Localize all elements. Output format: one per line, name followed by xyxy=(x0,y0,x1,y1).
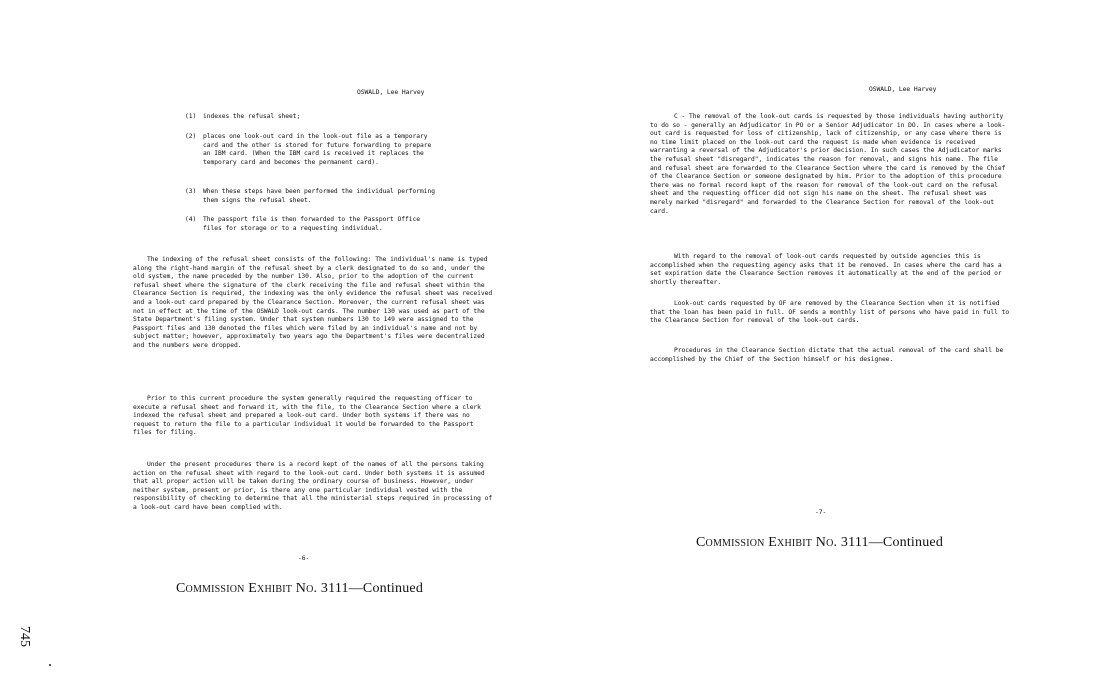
list-number: (1) xyxy=(185,113,197,120)
side-page-number: 745 xyxy=(17,626,32,647)
list-text: When these steps have been performed the individual performing them signs the refusal sheet. xyxy=(203,188,435,204)
right-paragraph-2: With regard to the removal of look-out cards requested by outside agencies this is accomplished when the requesting agency asks that it be removed. In cases where the card has a set expiration date the Clearance Section removes it automatically at the end of the period or shortly thereafter. xyxy=(650,253,1002,286)
list-text: places one look-out card in the look-out file as a temporary card and the other is stored for future forwarding to prepare an IBM card. (When the IBM card is received it replaces the temporary card and becomes the permanent card). xyxy=(203,133,432,166)
left-list-item-2 xyxy=(185,133,435,167)
left-paragraph-3: Under the present procedures there is a record kept of the names of all the persons taking action on the refusal sheet with regard to the look-out card. Under both systems it is assumed that all proper action will be taken during the ordinary course of business. However, under neither system, present or prior, is there any one particular individual vested with the responsibility of checking to determine that all the ministerial steps required in processing of a look-out card have been complied with. xyxy=(133,461,493,511)
left-page-number: -6- xyxy=(298,555,310,562)
list-number: (3) xyxy=(185,188,197,195)
right-page-header: OSWALD, Lee Harvey xyxy=(869,86,937,93)
side-dot xyxy=(49,664,51,666)
left-list-item-1 xyxy=(185,113,435,122)
list-text: indexes the refusal sheet; xyxy=(203,113,301,120)
right-paragraph-3: Look-out cards requested by OF are removed by the Clearance Section when it is notified that the loan has been paid in full. OF sends a monthly list of persons who have paid in full to the Clearance Section for removal of the look-out cards. xyxy=(650,300,1010,325)
caption-suffix: Continued xyxy=(362,581,424,596)
left-list-item-4 xyxy=(185,216,435,233)
right-paragraph-4: Procedures in the Clearance Section dictate that the actual removal of the card shall be accomplished by the Chief of the Section himself or his designee. xyxy=(650,347,1004,363)
caption-prefix: Commission Exhibit No. 3111— xyxy=(696,535,883,550)
list-number: (2) xyxy=(185,133,197,140)
right-exhibit-caption xyxy=(696,535,943,551)
left-page-header: OSWALD, Lee Harvey xyxy=(357,89,425,96)
left-exhibit-caption xyxy=(176,581,423,597)
left-paragraph-2: Prior to this current procedure the system generally required the requesting officer to execute a refusal sheet and forward it, with the file, to the Clearance Section where a clerk indexed the refusal sheet and prepared a look-out card. Under both systems if there was no request to return the file to a particular individual it would be forwarded to the Passport files for filing. xyxy=(133,395,481,437)
right-page-number: -7- xyxy=(815,509,827,516)
left-paragraph-1: The indexing of the refusal sheet consists of the following: The individual's name is typed along the right-hand margin of the refusal sheet by a clerk designated to do so and, under the old system, the name preceded by the number 130. Also, prior to the adoption of the current refusal sheet where the signature of the clerk receiving the file and refusal sheet within the Clearance Section is required, the indexing was the only evidence the refusal sheet was received and a look-out card prepared by the Clearance Section. Moreover, the current refusal sheet was not in effect at the time of the OSWALD look-out cards. The number 130 was used as part of the State Department's filing system. Under that system numbers 130 to 149 were assigned to the Passport files and 130 denoted the files which were filed by an individual's name and not by subject matter; however, approximately two years ago the Department's files were decentralized and the numbers were dropped. xyxy=(133,256,493,349)
right-paragraph-1: C - The removal of the look-out cards is requested by those individuals having authority to do so - generally an Adjudicator in PO or a Senior Adjudicator in DO. In cases where a look-out card is requested for loss of citizenship, lack of citizenship, or any case where there is no time limit placed on the look-out card the request is made when evidence is received warranting a reversal of the Adjudicator's prior decision. In such cases the Adjudicator marks the refusal sheet "disregard", indicates the reason for removal, and signs his name. The file and refusal sheet are forwarded to the Clearance Section where the card is removed by the Chief of the Clearance Section or someone designated by him. Prior to the adoption of this procedure there was no formal record kept of the reason for removal of the look-out card on the refusal sheet and the requesting officer did not sign his name on the sheet. The refusal sheet was merely marked "disregard" and forwarded to the Clearance Section for removal of the look-out card. xyxy=(650,113,1006,215)
list-text: The passport file is then forwarded to the Passport Office files for storage or to a requesting individual. xyxy=(203,216,420,232)
caption-suffix: Continued xyxy=(882,535,944,550)
caption-prefix: Commission Exhibit No. 3111— xyxy=(176,581,363,596)
left-list-item-3 xyxy=(185,188,435,205)
list-number: (4) xyxy=(185,216,197,223)
